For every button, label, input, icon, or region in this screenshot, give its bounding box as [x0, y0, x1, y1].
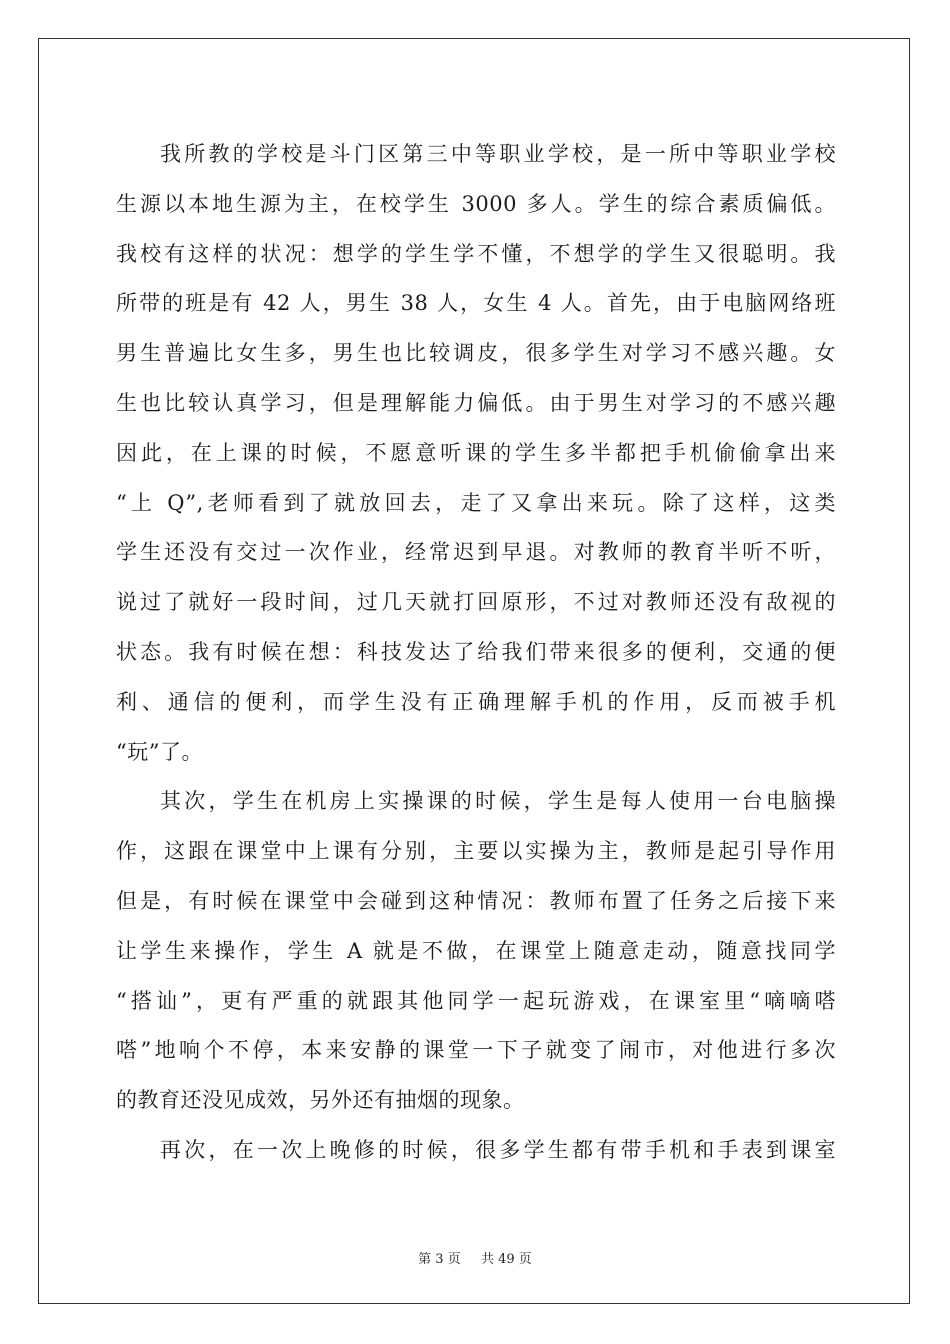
text-line: “玩”了。 [116, 739, 203, 764]
text-line: “上 Q”,老师看到了就放回去，走了又拿出来玩。除了这样，这类 [116, 490, 836, 515]
paragraph [116, 130, 836, 777]
document-body [116, 130, 836, 1176]
text-line: 我所教的学校是斗门区第三中等职业学校，是一所中等职业学校 [160, 142, 836, 166]
text-line: 学生还没有交过一次作业，经常迟到早退。对教师的教育半听不听， [116, 540, 836, 565]
text-line: 因此，在上课的时候，不愿意听课的学生多半都把手机偷偷拿出来 [116, 440, 836, 465]
text-line: 状态。我有时候在想：科技发达了给我们带来很多的便利，交通的便 [116, 639, 836, 664]
paragraph [116, 777, 836, 1126]
text-line: 我校有这样的状况：想学的学生学不懂，不想学的学生又很聪明。我 [116, 241, 836, 266]
page-footer [0, 1248, 950, 1267]
text-line: 再次，在一次上晚修的时候，很多学生都有带手机和手表到课室 [160, 1137, 836, 1162]
page-number: 第 3 页 [418, 1252, 461, 1267]
text-line: 的教育还没见成效，另外还有抽烟的现象。 [116, 1088, 525, 1113]
paragraph [116, 1126, 836, 1176]
text-line: 作，这跟在课堂中上课有分别，主要以实操为主，教师是起引导作用 [116, 839, 836, 864]
text-line: 所带的班是有 42 人，男生 38 人，女生 4 人。首先，由于电脑网络班 [116, 291, 836, 316]
text-line: 利、通信的便利，而学生没有正确理解手机的作用，反而被手机 [116, 689, 836, 714]
text-line: 说过了就好一段时间，过几天就打回原形，不过对教师还没有敌视的 [116, 590, 836, 615]
text-line: 让学生来操作，学生 A 就是不做，在课堂上随意走动，随意找同学 [116, 938, 836, 963]
text-line: 生也比较认真学习，但是理解能力偏低。由于男生对学习的不感兴趣 [116, 390, 836, 415]
text-line: 但是，有时候在课堂中会碰到这种情况：教师布置了任务之后接下来 [116, 888, 836, 913]
text-line: 男生普遍比女生多，男生也比较调皮，很多学生对学习不感兴趣。女 [116, 341, 836, 366]
text-line: 嗒”地响个不停，本来安静的课堂一下子就变了闹市，对他进行多次 [116, 1038, 836, 1063]
page-total: 共 49 页 [481, 1252, 532, 1267]
text-line: 其次，学生在机房上实操课的时候，学生是每人使用一台电脑操 [160, 789, 836, 814]
text-line: 生源以本地生源为主，在校学生 3000 多人。学生的综合素质偏低。 [116, 191, 836, 216]
text-line: “搭讪”，更有严重的就跟其他同学一起玩游戏，在课室里“嘀嘀嗒 [116, 988, 836, 1013]
